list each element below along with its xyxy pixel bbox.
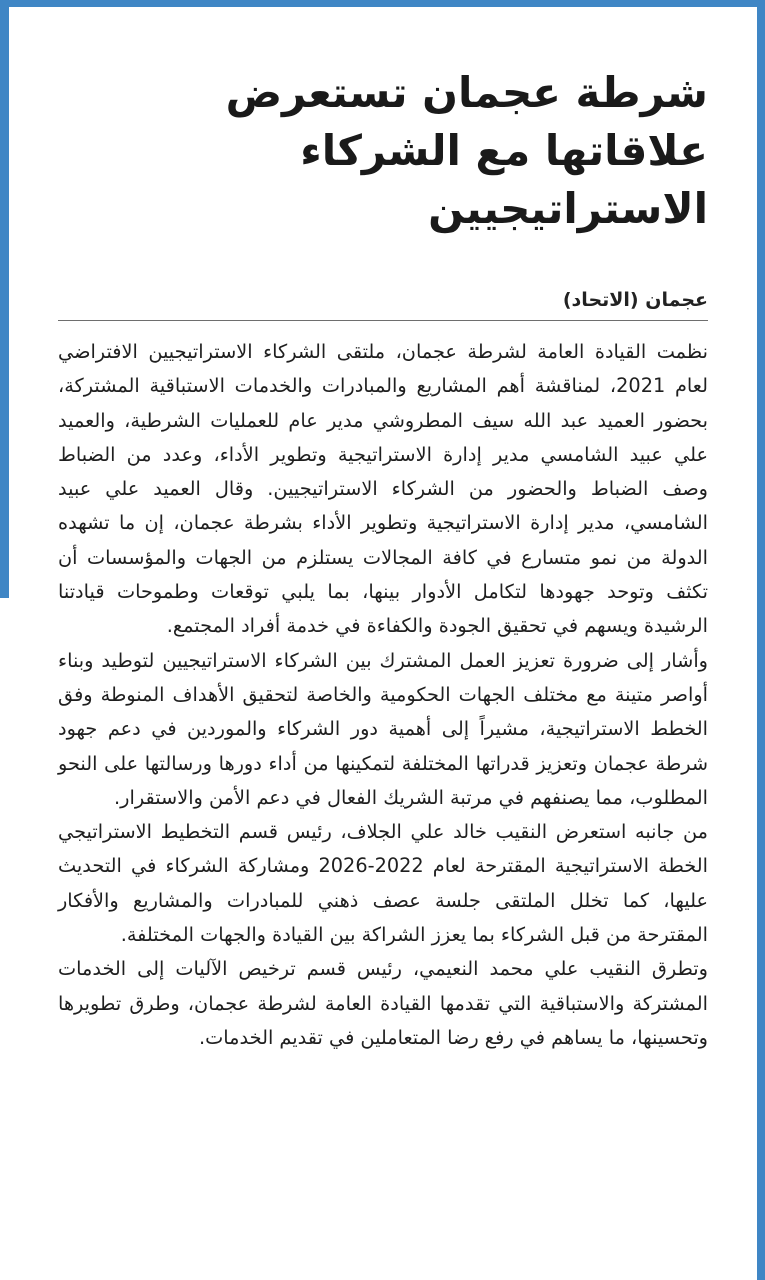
right-frame-bar — [757, 0, 765, 1280]
body-paragraph: نظمت القيادة العامة لشرطة عجمان، ملتقى الشركاء الاستراتيجيين الافتراضي لعام 2021، لمناقشة أهم المشاريع والمبادرات والخدمات الاستباقية المشتركة، بحضور العميد عبد الله سيف المطروشي مدير عام للعمليات الشرطية، والعميد علي عبيد الشامسي مدير إدارة الاستراتيجية وتطوير الأداء، وعدد من الضباط وصف الضباط والحضور من الشركاء الاستراتيجيين. وقال العميد علي عبيد الشامسي، مدير إدارة الاستراتيجية وتطوير الأداء بشرطة عجمان، إن ما تشهده الدولة من نمو متسارع في كافة المجالات يستلزم من الجهات والمؤسسات أن تكثف وتوحد جهودها لتكامل الأدوار بينها، بما يلبي توقعات وطموحات قيادتنا الرشيدة ويسهم في تحقيق الجودة والكفاءة في خدمة أفراد المجتمع. — [58, 340, 708, 638]
left-frame-bar — [0, 0, 9, 598]
body-paragraph: من جانبه استعرض النقيب خالد علي الجلاف، رئيس قسم التخطيط الاستراتيجي الخطة الاستراتيجية المقترحة لعام 2022-2026 ومشاركة الشركاء في التحديث عليها، كما تخلل الملتقى جلسة عصف ذهني للمبادرات والمشاريع والأفكار المقترحة من قبل الشركاء بما يعزز الشراكة بين القيادة والجهات المختلفة. — [58, 820, 708, 947]
article-body — [58, 335, 708, 1055]
article-byline: عجمان (الاتحاد) — [58, 286, 708, 321]
top-frame-bar — [0, 0, 765, 7]
body-paragraph: وأشار إلى ضرورة تعزيز العمل المشترك بين الشركاء الاستراتيجيين لتوطيد وبناء أواصر متينة مع مختلف الجهات الحكومية والخاصة لتحقيق الأهداف المنوطة وفق الخطط الاستراتيجية، مشيراً إلى أهمية دور الشركاء والموردين في دعم جهود شرطة عجمان وتعزيز قدراتها المختلفة لتمكينها من أداء دورها ورسالتها على النحو المطلوب، مما يصنفهم في مرتبة الشريك الفعال في دعم الأمن والاستقرار. — [58, 648, 708, 809]
body-paragraph: وتطرق النقيب علي محمد النعيمي، رئيس قسم ترخيص الآليات إلى الخدمات المشتركة والاستباقية التي تقدمها القيادة العامة لشرطة عجمان، وطرق تطويرها وتحسينها، ما يساهم في رفع رضا المتعاملين في تقديم الخدمات. — [58, 957, 708, 1049]
news-article — [58, 40, 708, 1055]
article-headline: شرطة عجمان تستعرض علاقاتها مع الشركاء الاستراتيجيين — [225, 68, 708, 233]
